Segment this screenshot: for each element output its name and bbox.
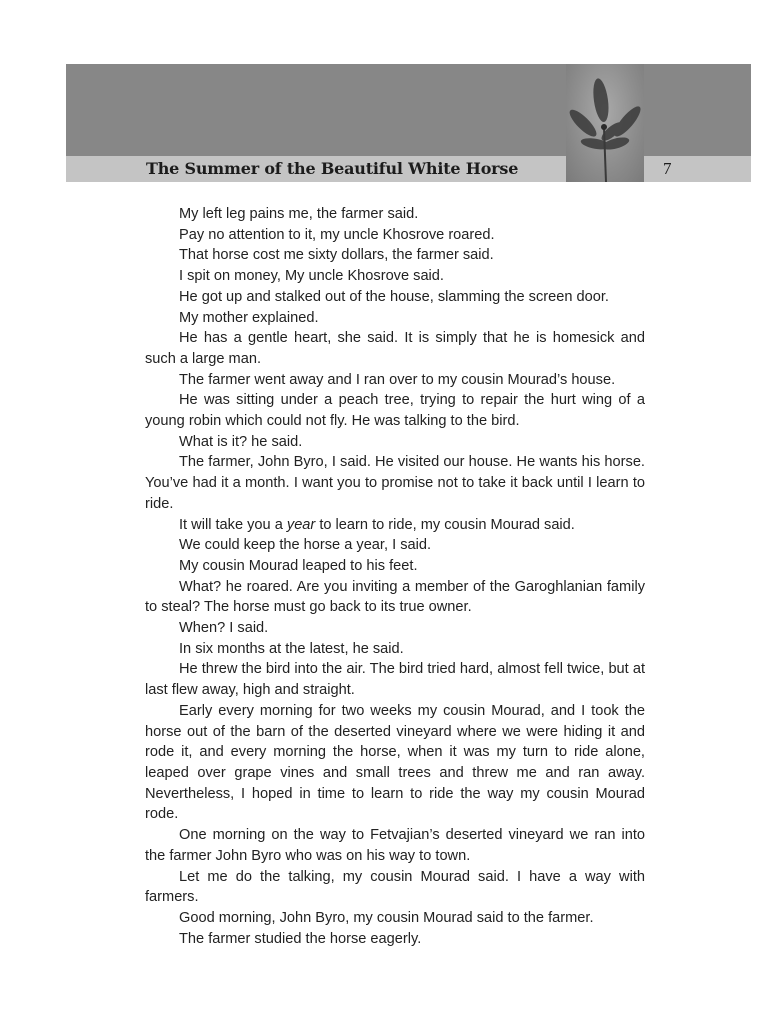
paragraph: I spit on money, My uncle Khosrove said. [179, 268, 444, 285]
paragraph: That horse cost me sixty dollars, the farmer said. [179, 247, 494, 264]
paragraph: Let me do the talking, my cousin Mourad said. I have a way with farmers. [145, 868, 645, 906]
paragraph: The farmer studied the horse eagerly. [179, 930, 422, 947]
paragraph: Good morning, John Byro, my cousin Mourad said to the farmer. [179, 909, 594, 926]
paragraph: He has a gentle heart, she said. It is simply that he is homesick and such a large man. [145, 330, 645, 367]
paragraph: He threw the bird into the air. The bird tried hard, almost fell twice, but at last flew away, high and straight. [145, 661, 645, 699]
paragraph: When? I said. [179, 620, 269, 637]
page-number: 7 [663, 159, 672, 178]
chapter-title: The Summer of the Beautiful White Horse [146, 159, 519, 178]
paragraph: One morning on the way to Fetvajian’s deserted vineyard we ran into the farmer John Byro who was on his way to town. [145, 827, 645, 864]
paragraph: He got up and stalked out of the house, slamming the screen door. [179, 288, 609, 305]
paragraph: Early every morning for two weeks my cousin Mourad, and I took the horse out of the barn of the deserted vineyard where we were hiding it and rode it, and every morning the horse, when it was my turn to ride alone, leaped over grape vines and small trees and threw me and ran away. Nevertheless, I hoped in time to learn to ride the way my cousin Mourad rode. [145, 702, 645, 823]
paragraph: My left leg pains me, the farmer said. [179, 206, 419, 222]
paragraph: Pay no attention to it, my uncle Khosrove roared. [179, 226, 495, 243]
paragraph: What is it? he said. [179, 433, 303, 450]
leaf-photo-icon [566, 64, 644, 182]
paragraph: The farmer went away and I ran over to my cousin Mourad’s house. [179, 371, 616, 388]
paragraph-text-before: It will take you a [179, 516, 287, 533]
paragraph: He was sitting under a peach tree, trying to repair the hurt wing of a young robin which could not fly. He was talking to the bird. [145, 392, 645, 430]
header-band-dark [66, 64, 751, 156]
paragraph: The farmer, John Byro, I said. He visited our house. He wants his horse. You’ve had it a month. I want you to promise not to take it back until I learn to ride. [145, 454, 645, 512]
paragraph: We could keep the horse a year, I said. [179, 537, 432, 554]
paragraph: What? he roared. Are you inviting a member of the Garoghlanian family to steal? The horse must go back to its true owner. [145, 578, 645, 616]
paragraph: In six months at the latest, he said. [179, 640, 404, 657]
paragraph: My mother explained. [179, 309, 319, 326]
emphasized-word: year [286, 516, 316, 533]
story-text [145, 204, 645, 949]
paragraph-text-after: to learn to ride, my cousin Mourad said. [315, 516, 575, 533]
paragraph: My cousin Mourad leaped to his feet. [179, 557, 418, 574]
paragraph [145, 515, 645, 536]
chapter-header [66, 64, 751, 182]
